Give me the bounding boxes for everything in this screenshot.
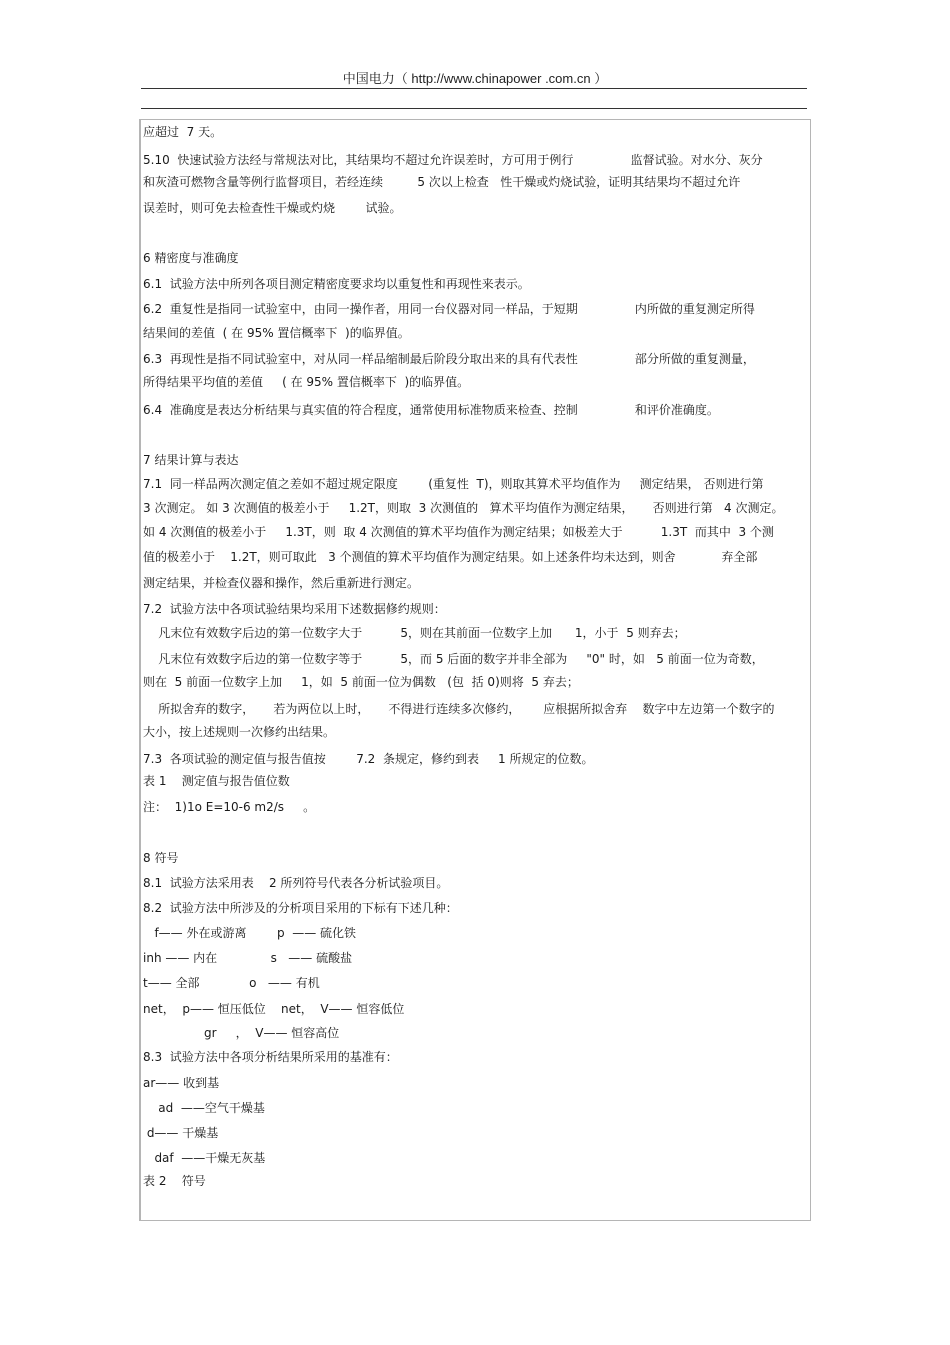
- text-line: 8 符号: [143, 851, 179, 865]
- text-line: 值的极差小于 1.2T，则可取此 3 个测值的算术平均值作为测定结果。如上述条件均未达到，则舍 弃全部: [143, 550, 758, 564]
- text-line: 则在 5 前面一位数字上加 1，如 5 前面一位为偶数 (包 括 0)则将 5 弃去；: [143, 675, 579, 689]
- text-line: 8.2 试验方法中所涉及的分析项目采用的下标有下述几种：: [143, 901, 458, 915]
- header-rule-bottom: [141, 108, 807, 109]
- text-line: gr ， V—— 恒容高位: [143, 1026, 340, 1040]
- text-line: 8.1 试验方法采用表 2 所列符号代表各分析试验项目。: [143, 876, 449, 890]
- text-line: d—— 干燥基: [143, 1126, 219, 1140]
- text-line: 3 次测定。 如 3 次测值的极差小于 1.2T，则取 3 次测值的 算术平均值作为测定结果， 否则进行第 4 次测定。: [143, 501, 784, 515]
- text-line: 7 结果计算与表达: [143, 453, 239, 467]
- text-line: 和灰渣可燃物含量等例行监督项目，若经连续 5 次以上检查 性干燥或灼烧试验，证明其结果均不超过允许: [143, 175, 741, 189]
- text-line: 表 1 测定值与报告值位数: [143, 774, 290, 788]
- text-line: 如 4 次测值的极差小于 1.3T，则 取 4 次测值的算术平均值作为测定结果；如极差大于 1.3T 而其中 3 个测: [143, 525, 774, 539]
- text-line: 7.1 同一样品两次测定值之差如不超过规定限度 (重复性 T)，则取其算术平均值作为 测定结果， 否则进行第: [143, 477, 764, 491]
- text-line: 5.10 快速试验方法经与常规法对比，其结果均不超过允许误差时，方可用于例行 监督试验。对水分、灰分: [143, 153, 763, 167]
- text-line: f—— 外在或游离 p —— 硫化铁: [143, 926, 357, 940]
- text-line: 7.3 各项试验的测定值与报告值按 7.2 条规定，修约到表 1 所规定的位数。: [143, 752, 594, 766]
- text-line: inh —— 内在 s —— 硫酸盐: [143, 951, 353, 965]
- text-line: 误差时，则可免去检查性干燥或灼烧 试验。: [143, 201, 402, 215]
- text-line: 应超过 7 天。: [143, 125, 223, 139]
- text-line: 7.2 试验方法中各项试验结果均采用下述数据修约规则：: [143, 602, 446, 616]
- text-line: 结果间的差值 ( 在 95% 置信概率下 )的临界值。: [143, 326, 410, 340]
- text-line: daf ——干燥无灰基: [143, 1151, 266, 1165]
- text-line: ar—— 收到基: [143, 1076, 220, 1090]
- text-line: 所拟舍弃的数字， 若为两位以上时， 不得进行连续多次修约， 应根据所拟舍弃 数字中左边第一个数字的: [143, 702, 775, 716]
- text-line: t—— 全部 o —— 有机: [143, 976, 320, 990]
- text-line: 所得结果平均值的差值 ( 在 95% 置信概率下 )的临界值。: [143, 375, 470, 389]
- text-line: 大小，按上述规则一次修约出结果。: [143, 725, 336, 739]
- text-line: 6.4 准确度是表达分析结果与真实值的符合程度，通常使用标准物质来检查、控制 和评价准确度。: [143, 403, 719, 417]
- text-line: 6.3 再现性是指不同试验室中，对从同一样品缩制最后阶段分取出来的具有代表性 部分所做的重复测量，: [143, 352, 755, 366]
- text-line: 凡末位有效数字后边的第一位数字大于 5，则在其前面一位数字上加 1，小于 5 则弃去；: [143, 626, 686, 640]
- text-line: 注： 1)1o E=10-6 m2/s 。: [143, 800, 316, 814]
- text-line: 6.1 试验方法中所列各项目测定精密度要求均以重复性和再现性来表示。: [143, 277, 530, 291]
- header-rule-top: [141, 88, 807, 89]
- text-line: 8.3 试验方法中各项分析结果所采用的基准有：: [143, 1050, 398, 1064]
- text-line: 凡末位有效数字后边的第一位数字等于 5，而 5 后面的数字并非全部为 "0" 时，如 5 前面一位为奇数，: [143, 652, 764, 666]
- text-line: ad ——空气干燥基: [143, 1101, 265, 1115]
- text-line: 6.2 重复性是指同一试验室中，由同一操作者，用同一台仪器对同一样品，于短期 内所做的重复测定所得: [143, 302, 755, 316]
- text-line: 测定结果，并检查仪器和操作，然后重新进行测定。: [143, 576, 420, 590]
- text-line: 表 2 符号: [143, 1174, 206, 1188]
- text-line: 6 精密度与准确度: [143, 251, 239, 265]
- text-line: net， p—— 恒压低位 net， V—— 恒容低位: [143, 1002, 405, 1016]
- page-header: 中国电力（ http://www.chinapower .com.cn ）: [342, 71, 608, 86]
